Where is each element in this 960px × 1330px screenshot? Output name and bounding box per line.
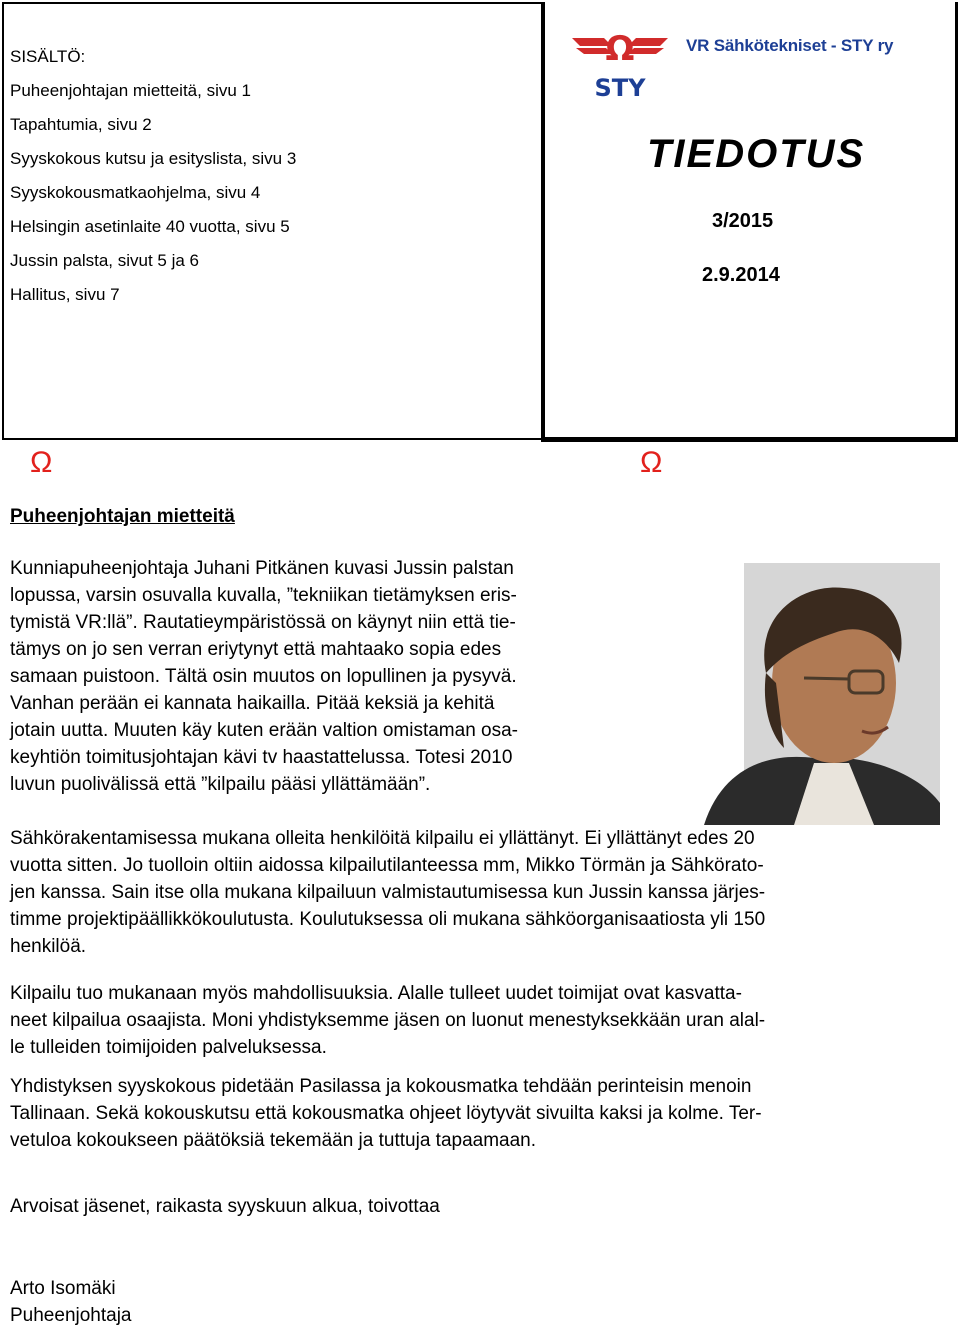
sty-logo-icon: [570, 30, 670, 102]
text-line: Kunniapuheenjohtaja Juhani Pitkänen kuvasi Jussin palstan: [10, 558, 514, 579]
text-line: Yhdistyksen syyskokous pidetään Pasilassa ja kokousmatka tehdään perinteisin menoin: [10, 1076, 752, 1097]
toc-item: Jussin palsta, sivut 5 ja 6: [10, 251, 199, 270]
closing-line: [10, 1193, 958, 1220]
signature: [10, 1275, 958, 1329]
text-line: Sähkörakentamisessa mukana olleita henkilöitä kilpailu ei yllättänyt. Ei yllättänyt edes 20: [10, 828, 755, 849]
toc-item: Hallitus, sivu 7: [10, 285, 120, 304]
text-line: keyhtiön toimitusjohtajan kävi tv haastattelussa. Totesi 2010: [10, 747, 513, 768]
article-paragraph-3: [10, 980, 958, 1061]
text-line: tämys on jo sen verran eriytynyt että mahtaako sopia edes: [10, 639, 502, 660]
text-line: tymistä VR:llä”. Rautatieympäristössä on käynyt niin että tie-: [10, 612, 516, 633]
text-line: jotain uutta. Muuten käy kuten erään valtion omistaman osa-: [10, 720, 519, 741]
signature-title: Puheenjohtaja: [10, 1305, 132, 1326]
toc-heading: SISÄLTÖ:: [10, 47, 86, 66]
text-line: luvun puolivälissä että ”kilpailu pääsi yllättämään”.: [10, 774, 431, 795]
text-line: Kilpailu tuo mukanaan myös mahdollisuuksia. Alalle tulleet uudet toimijat ovat kasvatta-: [10, 983, 742, 1004]
text-line: timme projektipäällikkökoulutusta. Koulutuksessa oli mukana sähköorganisaatiosta yli 150: [10, 909, 766, 930]
text-line: neet kilpailua osaajista. Moni yhdistyksemme jäsen on luonut menestyksekkään uran alal-: [10, 1010, 766, 1031]
text-line: Tallinaan. Sekä kokouskutsu että kokousmatka ohjeet löytyvät sivuilta kaksi ja kolme. Ter-: [10, 1103, 762, 1124]
omega-divider-right: Ω: [640, 446, 663, 479]
text-line: Arvoisat jäsenet, raikasta syyskuun alkua, toivottaa: [10, 1196, 440, 1217]
article-paragraph-4: [10, 1073, 958, 1154]
text-line: jen kanssa. Sain itse olla mukana kilpailuun valmistautumisessa kun Jussin kanssa järjes-: [10, 882, 766, 903]
text-line: Vanhan perään ei kannata haikailla. Pitää keksiä ja kehitä: [10, 693, 495, 714]
svg-text:STY: STY: [594, 74, 646, 102]
issue-date: 2.9.2014: [702, 264, 780, 286]
text-line: vetuloa kokoukseen päätöksiä tekemään ja tuttuja tapaamaan.: [10, 1130, 537, 1151]
text-line: samaan puistoon. Tältä osin muutos on lopullinen ja pysyvä.: [10, 666, 517, 687]
toc-item: Syyskokous kutsu ja esityslista, sivu 3: [10, 149, 297, 168]
author-photo: [684, 563, 940, 825]
toc-item: Puheenjohtajan mietteitä, sivu 1: [10, 81, 251, 100]
issue-number: 3/2015: [712, 210, 774, 232]
text-line: lopussa, varsin osuvalla kuvalla, ”tekniikan tietämyksen eris-: [10, 585, 517, 606]
article-intro: [10, 555, 646, 798]
newsletter-title: TIEDOTUS: [647, 132, 866, 176]
text-line: henkilöä.: [10, 936, 87, 957]
article-paragraph-2: [10, 825, 958, 960]
table-of-contents: [10, 40, 296, 312]
toc-item: Tapahtumia, sivu 2: [10, 115, 152, 134]
omega-divider-left: Ω: [30, 446, 53, 479]
text-line: vuotta sitten. Jo tuolloin oltiin aidossa kilpailutilanteessa mm, Mikko Törmän ja Sähkörato-: [10, 855, 764, 876]
toc-item: Helsingin asetinlaite 40 vuotta, sivu 5: [10, 217, 290, 236]
text-line: le tulleiden toimijoiden palveluksessa.: [10, 1037, 327, 1058]
toc-item: Syyskokousmatkaohjelma, sivu 4: [10, 183, 261, 202]
organization-name: VR Sähkötekniset - STY ry: [686, 36, 894, 55]
svg-text:Ω: Ω: [605, 30, 635, 69]
signature-name: Arto Isomäki: [10, 1278, 116, 1299]
article-title: Puheenjohtajan mietteitä: [10, 506, 235, 527]
